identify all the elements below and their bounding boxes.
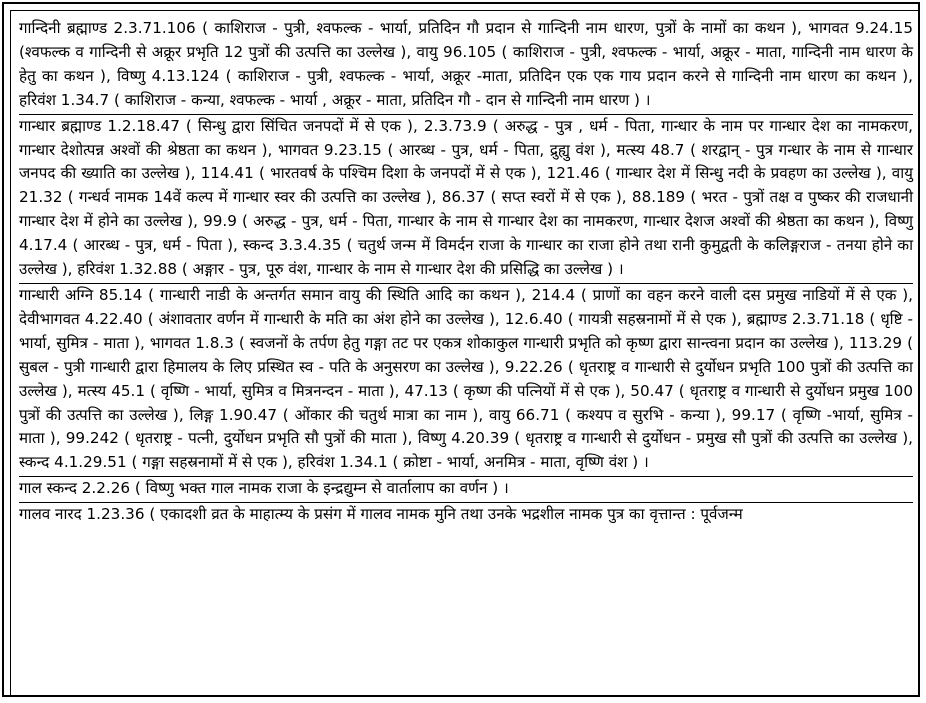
entry-gandhara: गान्धार ब्रह्माण्ड 1.2.18.47 ( सिन्धु द्वारा सिंचित जनपदों में से एक ), 2.3.73.9 ( अरुद्ध - पुत्र , धर्म - पिता, गान्धार के नाम पर गान्धार देश का नामकरण, गान्धार देशोत्पन्न अश्वों की श्रेष्ठता का कथन ), भागवत 9.23.15 ( आरब्ध - पुत्र, धर्म - पिता, द्रुह्यु वंश ), मत्स्य 48.7 ( शरद्वान् - पुत्र गन्धार के नाम से गान्धार जनपद की ख्याति का उल्लेख ), 114.41 ( भारतवर्ष के पश्चिम दिशा के जनपदों में से एक ), 121.46 ( गान्धार देश में सिन्धु नदी के प्रवहण का उल्लेख ), वायु 21.32 ( गन्धर्व नामक 14वें कल्प में गान्धार स्वर की उत्पत्ति का उल्लेख ), 86.37 ( सप्त स्वरों में से एक ), 88.189 ( भरत - पुत्रों तक्ष व पुष्कर की राजधानी गान्धार देश में होने का उल्लेख ), 99.9 ( अरुद्ध - पुत्र, धर्म - पिता, गान्धार के नाम से गान्धार देश का नामकरण, गान्धार देशज अश्वों की श्रेष्ठता का कथन ), विष्णु 4.17.4 ( आरब्ध - पुत्र, धर्म - पिता ), स्कन्द 3.3.4.35 ( चतुर्थ जन्म में विमर्दन राजा के गान्धार का राजा होने तथा रानी कुमुद्वती के कलिङ्गराज - तनया होने का उल्लेख ), हरिवंश 1.32.88 ( अङ्गार - पुत्र, पूरु वंश, गान्धार के नाम से गान्धार देश की प्रसिद्धि का उल्लेख ) ।: [19, 115, 913, 284]
entry-gandhari: गान्धारी अग्नि 85.14 ( गान्धारी नाडी के अन्तर्गत समान वायु की स्थिति आदि का कथन ), 214.4 ( प्राणों का वहन करने वाली दस प्रमुख नाडियों में से एक ), देवीभागवत 4.22.40 ( अंशावतार वर्णन में गान्धारी के मति का अंश होने का उल्लेख ), 12.6.40 ( गायत्री सहस्रनामों में से एक ), ब्रह्माण्ड 2.3.71.18 ( धृष्टि - भार्या, सुमित्र - माता ), भागवत 1.8.3 ( स्वजनों के तर्पण हेतु गङ्गा तट पर एकत्र शोकाकुल गान्धारी प्रभृति को कृष्ण द्वारा सान्त्वना प्रदान का उल्लेख ), 113.29 ( सुबल - पुत्री गान्धारी द्वारा हिमालय के लिए प्रस्थित स्व - पति के अनुसरण का उल्लेख ), 9.22.26 ( धृतराष्ट्र व गान्धारी से दुर्योधन प्रभृति 100 पुत्रों की उत्पत्ति का उल्लेख ), मत्स्य 45.1 ( वृष्णि - भार्या, सुमित्र व मित्रनन्दन - माता ), 47.13 ( कृष्ण की पत्नियों में से एक ), 50.47 ( धृतराष्ट्र व गान्धारी से दुर्योधन प्रमुख 100 पुत्रों की उत्पत्ति का उल्लेख ), लिङ्ग 1.90.47 ( ओंकार की चतुर्थ मात्रा का नाम ), वायु 66.71 ( कश्यप व सुरभि - कन्या ), 99.17 ( वृष्णि -भार्या, सुमित्र - माता ), 99.242 ( धृतराष्ट्र - पत्नी, दुर्योधन प्रभृति सौ पुत्रों की माता ), विष्णु 4.20.39 ( धृतराष्ट्र व गान्धारी से दुर्योधन - प्रमुख सौ पुत्रों की उत्पत्ति का उल्लेख ), स्कन्द 4.1.29.51 ( गङ्गा सहस्रनामों में से एक ), हरिवंश 1.34.1 ( क्रोष्टा - भार्या, अनमित्र - माता, वृष्णि वंश ) ।: [19, 284, 913, 477]
page-border-inner: [10, 10, 920, 697]
entry-gandini: गान्दिनी ब्रह्माण्ड 2.3.71.106 ( काशिराज - पुत्री, श्वफल्क - भार्या, प्रतिदिन गौ प्रदान से गान्दिनी नाम धारण, पुत्रों के नामों का कथन ), भागवत 9.24.15 (श्वफल्क व गान्दिनी से अक्रूर प्रभृति 12 पुत्रों की उत्पत्ति का उल्लेख ), वायु 96.105 ( काशिराज - पुत्री, श्वफल्क - भार्या, अक्रूर - माता, गान्दिनी नाम धारण के हेतु का कथन ), विष्णु 4.13.124 ( काशिराज - पुत्री, श्वफल्क - भार्या, अक्रूर -माता, प्रतिदिन एक एक गाय प्रदान करने से गान्दिनी नाम धारण का कथन ), हरिवंश 1.34.7 ( काशिराज - कन्या, श्वफल्क - भार्या , अक्रूर - माता, प्रतिदिन गौ - दान से गान्दिनी नाम धारण ) ।: [19, 17, 913, 115]
entry-gala: गाल स्कन्द 2.2.26 ( विष्णु भक्त गाल नामक राजा के इन्द्रद्युम्न से वार्तालाप का वर्णन ) ।: [19, 477, 913, 503]
page-border-outer: [2, 2, 920, 697]
entry-galava: गालव नारद 1.23.36 ( एकादशी व्रत के माहात्म्य के प्रसंग में गालव नामक मुनि तथा उनके भद्रशील नामक पुत्र का वृत्तान्त : पूर्वजन्म: [19, 505, 743, 524]
dictionary-content: [19, 17, 913, 528]
